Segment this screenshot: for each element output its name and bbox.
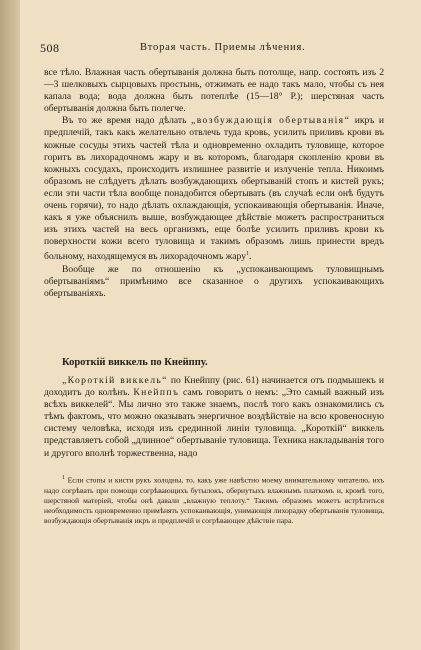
- footnote-reference: 1: [246, 251, 250, 258]
- page-number: 508: [40, 41, 60, 55]
- text-run: икръ и предплечій, такъ какъ желательно отвлечь туда кровь, усилить приливъ крови въ кожные сосуды этихъ частей тѣла и одновременно охладить туловище, которое горитъ въ лихорадочномъ жару и въ которомъ, благодаря скопленію крови въ кожныхъ сосудахъ, происходитъ излишнее развитіе и излученіе тепла. Никоимъ образомъ не слѣдуетъ дѣлать возбуждающихъ обертываній стопъ и кистей рукъ; если эти части тѣла вообще понадобится обертывать (въ случаѣ если онѣ будутъ очень горячи), то надо дѣлать охлаждающія, успокаивающія обертыванія. Иначе, какъ я уже объяснилъ выше, возбуждающее дѣйствіе можетъ распространиться изъ этихъ частей на весь организмъ, еще болѣе усилить приливъ крови къ поверхности кожи всего туловища и такимъ образомъ лишь принести вредъ больному, находящемуся въ лихорадочномъ жару: [44, 115, 384, 263]
- paragraph: [44, 115, 384, 263]
- text-run: .: [249, 251, 252, 263]
- text-run: Въ то же время надо дѣлать: [62, 115, 192, 127]
- footnote-marker: 1: [62, 475, 65, 481]
- section-heading: Короткій виккель по Кнейппу.: [62, 357, 208, 368]
- section-body: [44, 375, 384, 460]
- paragraph: все тѣло. Влажная часть обертыванія должна быть потолще, напр. состоять изъ 2—3 шелковыхъ сырцовыхъ простынь, отжимать ее надо такъ мало, чтобы съ нея капала вода; вода должна быть потеплѣе (15—18° Р.); шерстяная часть обертыванія должна быть полегче.: [44, 67, 384, 115]
- emphasized-name: Кнейппъ: [133, 387, 180, 399]
- emphasized-term: „Короткій виккель“: [62, 375, 168, 386]
- running-title: Вторая часть. Приемы лѣчения.: [140, 42, 306, 53]
- text-run: Если стопы и кисти рукъ холодны, то, какъ уже навѣстно моему внимательному читателю, ихъ надо согрѣвать при помощи согрѣвающихъ бутылокъ, обернутыхъ влажнымъ платкомъ и, кромѣ того, шерстяной матеріей, чтобы онѣ давали „влажную теплоту.“ Такимъ образомъ можетъ встрѣтиться необходимость одновременно примѣнять успокаивающія, унимающія лихорадку обертыванія туловища, возбуждающія обертыванія икръ и предплечій и согрѣвающее дѣйствіе пара.: [44, 475, 384, 525]
- page-gutter: [0, 0, 20, 650]
- emphasized-term: „возбуждающія обертыванія“: [191, 115, 351, 127]
- paragraph: Вообще же по отношенію къ „успокаивающимъ туловищнымъ обертываніямъ“ примѣнимо все сказанное о другихъ успокаивающихъ обертываніяхъ.: [44, 263, 384, 299]
- section-body: [44, 67, 384, 300]
- text-run: по Кнейппу (рис. 61) начинается отъ подмышекъ и доходитъ до колѣнъ.: [44, 375, 384, 399]
- footnote-text: [44, 473, 384, 526]
- page-header: [40, 41, 384, 55]
- paragraph: [44, 375, 384, 460]
- text-run: самъ говоритъ о немъ: „Это самый важный изъ всѣхъ виккелей“. Мы лично это также знаемъ, послѣ того какъ ознакомились съ тѣмъ фактомъ, что можно оказывать энергичное воздѣйствіе на всю кровеносную систему человѣка, исходя изъ срединной линіи туловища. „Короткій“ виккель представляетъ собой „длинное“ обертываніе туловища. Техника накладыванія того и другого вполнѣ торжественна, надо: [44, 387, 384, 459]
- footnote: [44, 473, 384, 526]
